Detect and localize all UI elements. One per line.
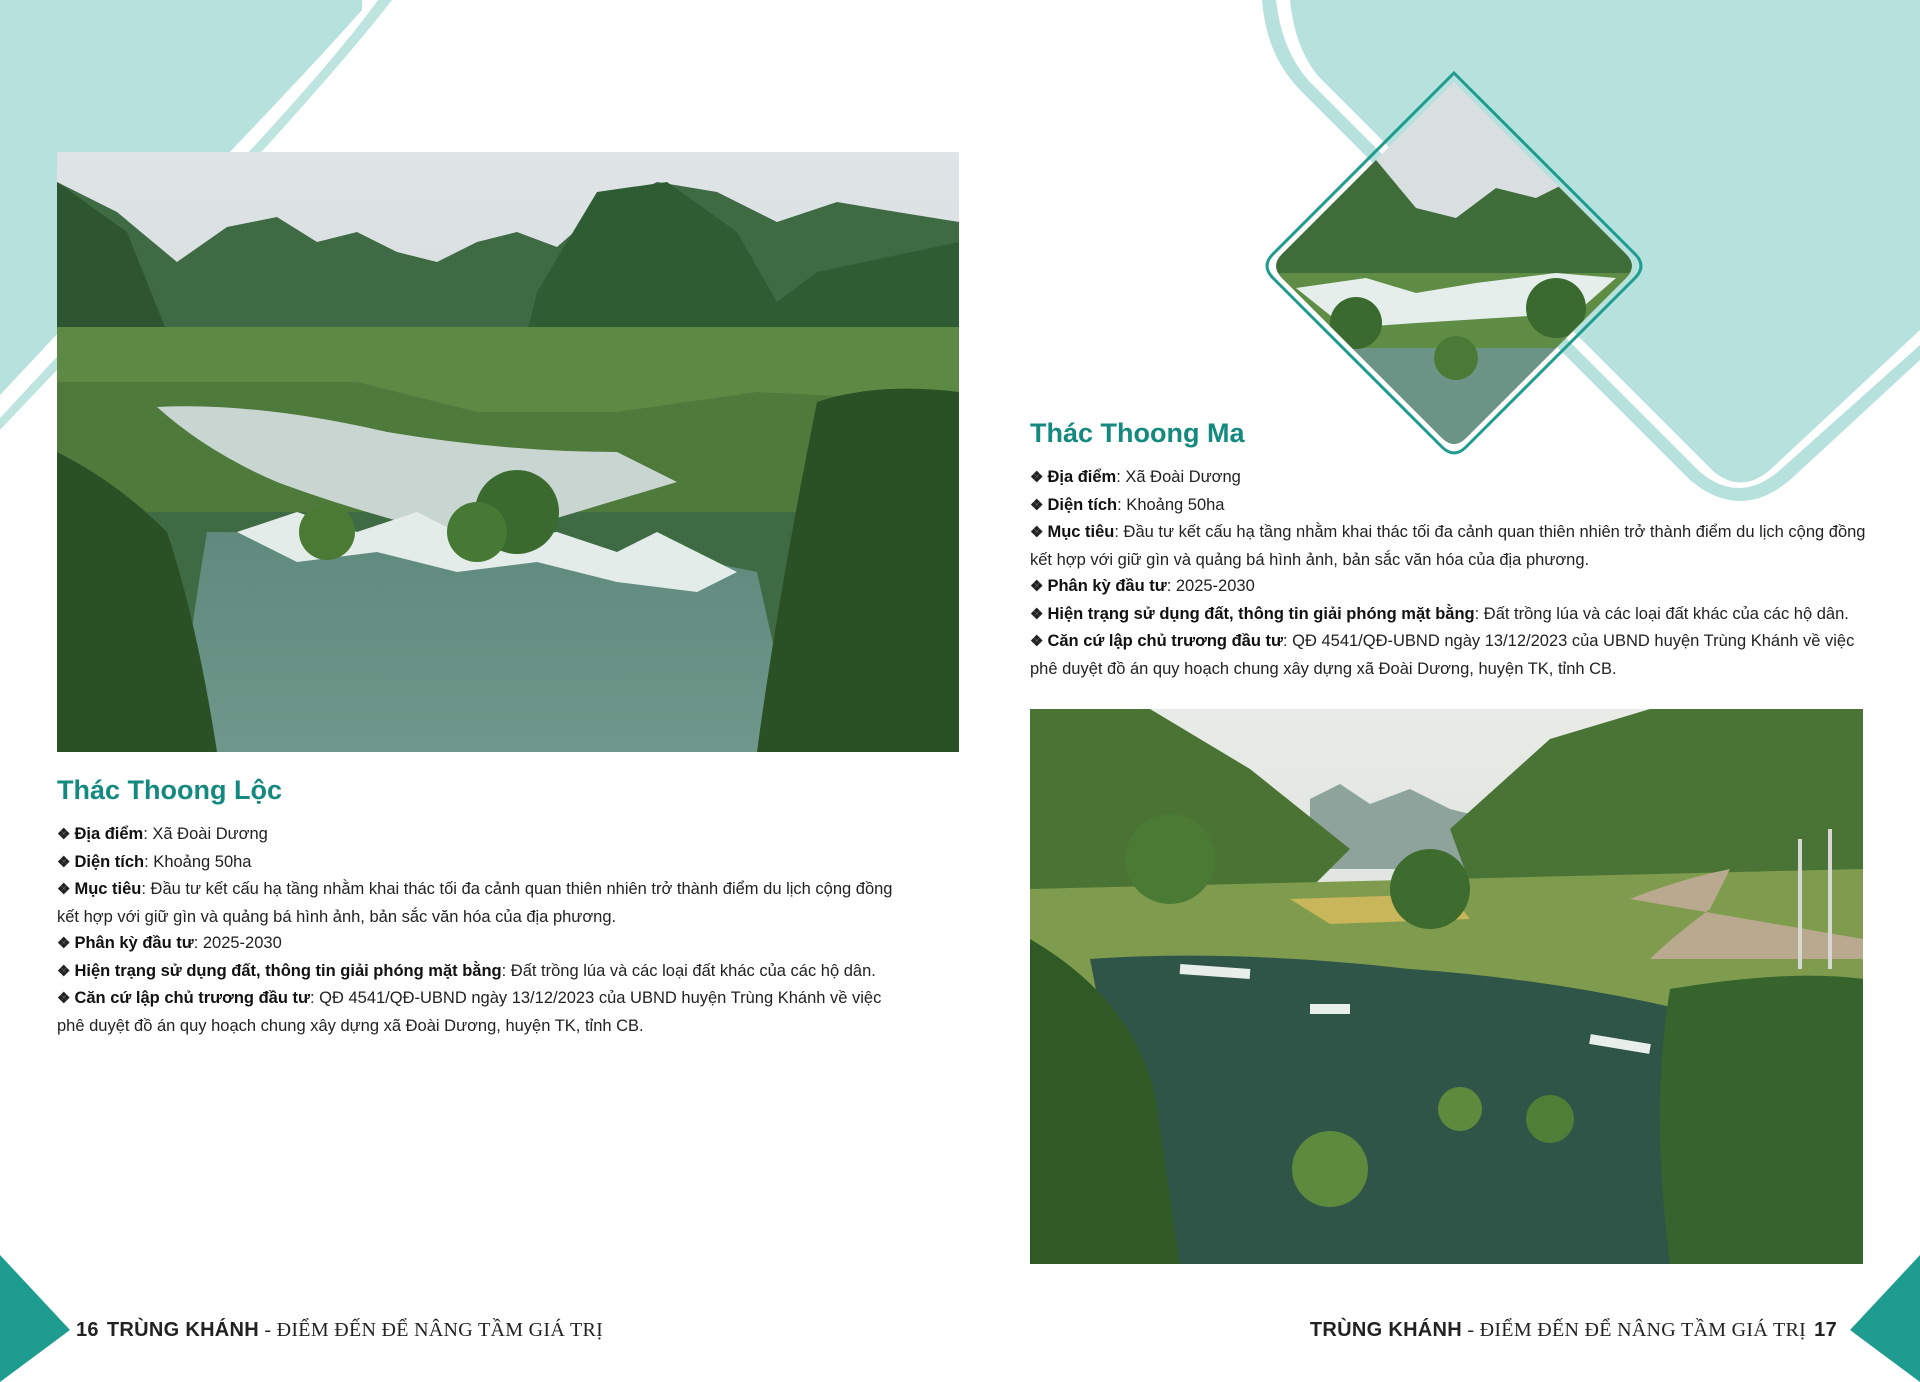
diamond-bullet-icon: ❖ — [57, 990, 71, 1007]
list-item: ❖ Địa điểm: Xã Đoài Dương — [1030, 468, 1241, 486]
list-item: ❖ Mục tiêu: Đầu tư kết cấu hạ tầng nhằm khai thác tối đa cảnh quan thiên nhiên trở thành điểm du lịch cộng đồng kết hợp với giữ gìn và quảng bá hình ảnh, bản sắc văn hóa của địa phương. — [57, 880, 893, 926]
section-title-thoong-ma: Thác Thoong Ma — [1030, 418, 1245, 448]
diamond-bullet-icon: ❖ — [1030, 605, 1044, 623]
diamond-bullet-icon: ❖ — [57, 826, 71, 843]
diamond-bullet-icon: ❖ — [57, 853, 71, 871]
diamond-bullet-icon: ❖ — [57, 881, 71, 898]
footer-tagline: - ĐIỂM ĐẾN ĐỂ NÂNG TẦM GIÁ TRỊ — [1462, 1319, 1807, 1341]
list-item: ❖ Căn cứ lập chủ trương đầu tư: QĐ 4541/QĐ-UBND ngày 13/12/2023 của UBND huyện Trùng Khánh về việc phê duyệt đồ án quy hoạch chung xây dựng xã Đoài Dương, huyện TK, tỉnh CB. — [1030, 632, 1855, 678]
waterfall-photo-diamond — [1256, 68, 1652, 464]
waterfall-photo-thoong-ma — [1030, 709, 1863, 1264]
footer-left — [68, 1319, 603, 1342]
footer-brand: TRÙNG KHÁNH — [1309, 1319, 1463, 1341]
section-title-thoong-loc: Thác Thoong Lộc — [57, 775, 282, 805]
page-number-right: 17 — [1814, 1319, 1837, 1341]
list-item: ❖ Phân kỳ đầu tư: 2025-2030 — [57, 934, 282, 952]
diamond-bullet-icon: ❖ — [57, 935, 71, 952]
footer-right — [1310, 1319, 1845, 1342]
waterfall-photo-thoong-loc — [57, 152, 959, 752]
list-item: ❖ Phân kỳ đầu tư: 2025-2030 — [1030, 577, 1255, 595]
footer-brand: TRÙNG KHÁNH — [106, 1319, 260, 1341]
diamond-bullet-icon: ❖ — [1030, 633, 1044, 650]
list-item: ❖ Hiện trạng sử dụng đất, thông tin giải phóng mặt bằng: Đất trồng lúa và các loại đất khác của các hộ dân. — [57, 961, 876, 980]
list-item: ❖ Mục tiêu: Đầu tư kết cấu hạ tầng nhằm khai thác tối đa cảnh quan thiên nhiên trở thành điểm du lịch cộng đồng kết hợp với giữ gìn và quảng bá hình ảnh, bản sắc văn hóa của địa phương. — [1030, 523, 1866, 569]
diamond-bullet-icon: ❖ — [1030, 469, 1044, 486]
info-list-thoong-loc — [57, 821, 899, 1039]
footer-tagline: - ĐIỂM ĐẾN ĐỂ NÂNG TẦM GIÁ TRỊ — [259, 1319, 604, 1341]
list-item: ❖ Diện tích: Khoảng 50ha — [1030, 495, 1225, 514]
info-list-thoong-ma — [1030, 464, 1870, 682]
diamond-bullet-icon: ❖ — [1030, 578, 1044, 595]
diamond-bullet-icon: ❖ — [1030, 524, 1044, 541]
diamond-bullet-icon: ❖ — [1030, 496, 1044, 514]
list-item: ❖ Căn cứ lập chủ trương đầu tư: QĐ 4541/QĐ-UBND ngày 13/12/2023 của UBND huyện Trùng Khánh về việc phê duyệt đồ án quy hoạch chung xây dựng xã Đoài Dương, huyện TK, tỉnh CB. — [57, 989, 882, 1035]
page-number-left: 16 — [76, 1319, 99, 1341]
list-item: ❖ Hiện trạng sử dụng đất, thông tin giải phóng mặt bằng: Đất trồng lúa và các loại đất khác của các hộ dân. — [1030, 604, 1849, 623]
list-item: ❖ Địa điểm: Xã Đoài Dương — [57, 825, 268, 843]
list-item: ❖ Diện tích: Khoảng 50ha — [57, 852, 252, 871]
diamond-bullet-icon: ❖ — [57, 962, 71, 980]
